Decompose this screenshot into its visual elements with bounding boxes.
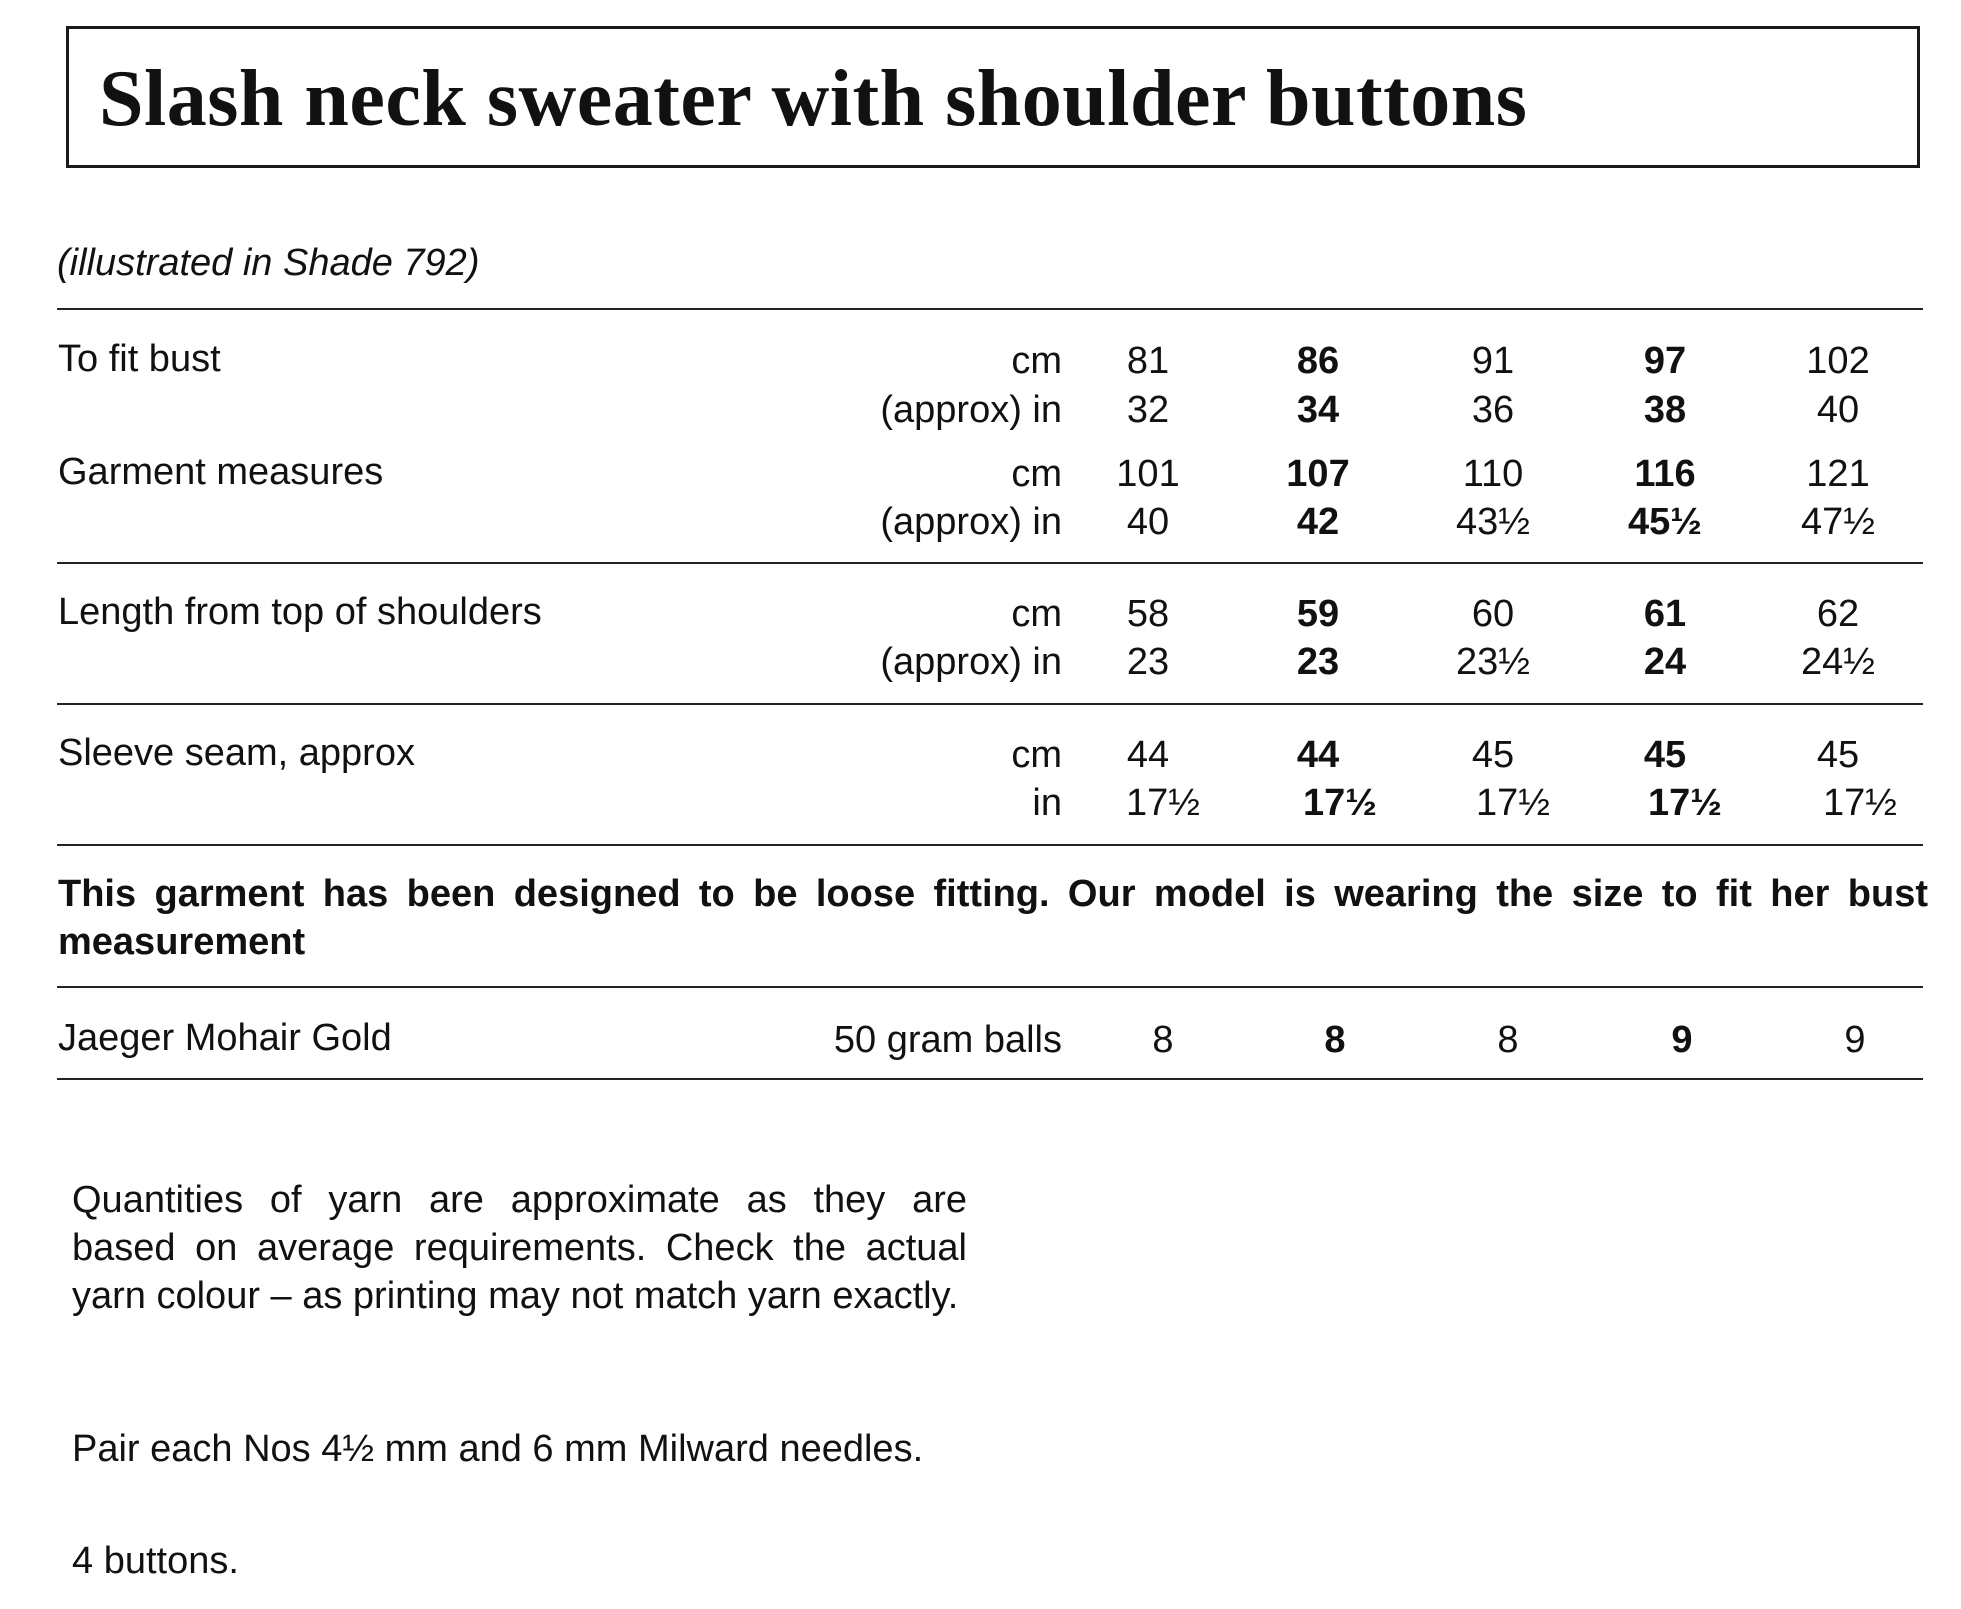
cell-value: 59 [1296, 593, 1340, 635]
cell-value: 23½ [1456, 641, 1530, 683]
cell-value: 9 [1844, 1019, 1866, 1061]
cell-value: 60 [1471, 593, 1515, 635]
cell-value: 9 [1671, 1019, 1693, 1061]
unit-cm: cm [1011, 593, 1062, 635]
cell-value: 45 [1816, 734, 1860, 776]
divider [57, 308, 1923, 310]
cell-value: 58 [1126, 593, 1170, 635]
cell-value: 107 [1286, 453, 1350, 495]
cell-value: 42 [1296, 501, 1340, 543]
cell-value: 36 [1471, 389, 1515, 431]
row-label: Sleeve seam, approx [58, 732, 415, 774]
cell-value: 45 [1643, 734, 1687, 776]
cell-value: 34 [1296, 389, 1340, 431]
cell-value: 17½ [1648, 782, 1722, 824]
yarn-unit: 50 gram balls [833, 1019, 1062, 1061]
cell-value: 110 [1462, 453, 1524, 495]
cell-value: 8 [1497, 1019, 1519, 1061]
cell-value: 121 [1806, 453, 1870, 495]
cell-value: 61 [1643, 593, 1687, 635]
cell-value: 44 [1126, 734, 1170, 776]
cell-value: 17½ [1823, 782, 1897, 824]
unit-cm: cm [1011, 453, 1062, 495]
yarn-label: Jaeger Mohair Gold [58, 1017, 392, 1059]
shade-note: (illustrated in Shade 792) [57, 242, 480, 284]
row-label: Length from top of shoulders [58, 591, 542, 633]
unit-in: (approx) in [880, 641, 1062, 683]
cell-value: 91 [1471, 340, 1515, 382]
cell-value: 43½ [1456, 501, 1530, 543]
title-box [66, 26, 1920, 168]
row-label: Garment measures [58, 451, 384, 493]
cell-value: 23 [1296, 641, 1340, 683]
cell-value: 44 [1296, 734, 1340, 776]
cell-value: 81 [1126, 340, 1170, 382]
cell-value: 8 [1324, 1019, 1346, 1061]
divider [57, 986, 1923, 988]
row-label: To fit bust [58, 338, 221, 380]
cell-value: 23 [1126, 641, 1170, 683]
cell-value: 17½ [1303, 782, 1377, 824]
needles-note: Pair each Nos 4½ mm and 6 mm Milward needles. [72, 1428, 924, 1470]
page-title: Slash neck sweater with shoulder buttons [99, 55, 1528, 143]
cell-value: 47½ [1801, 501, 1875, 543]
cell-value: 8 [1152, 1019, 1174, 1061]
cell-value: 116 [1634, 453, 1696, 495]
unit-cm: cm [1011, 340, 1062, 382]
cell-value: 24½ [1801, 641, 1875, 683]
cell-value: 97 [1643, 340, 1687, 382]
cell-value: 102 [1806, 340, 1870, 382]
cell-value: 62 [1816, 593, 1860, 635]
unit-in: in [1032, 782, 1062, 824]
divider [57, 703, 1923, 705]
unit-cm: cm [1011, 734, 1062, 776]
cell-value: 45 [1471, 734, 1515, 776]
cell-value: 17½ [1126, 782, 1200, 824]
buttons-note: 4 buttons. [72, 1540, 239, 1582]
cell-value: 86 [1296, 340, 1340, 382]
cell-value: 38 [1643, 389, 1687, 431]
cell-value: 45½ [1628, 501, 1702, 543]
unit-in: (approx) in [880, 501, 1062, 543]
cell-value: 17½ [1476, 782, 1550, 824]
cell-value: 40 [1126, 501, 1170, 543]
divider [57, 562, 1923, 564]
divider [57, 1078, 1923, 1080]
cell-value: 101 [1116, 453, 1180, 495]
divider [57, 844, 1923, 846]
fit-note: This garment has been designed to be loose fitting. Our model is wearing the size to fit her bust measurement [58, 873, 1928, 963]
cell-value: 32 [1126, 389, 1170, 431]
cell-value: 40 [1816, 389, 1860, 431]
unit-in: (approx) in [880, 389, 1062, 431]
cell-value: 24 [1643, 641, 1687, 683]
quantities-note: Quantities of yarn are approximate as they are based on average requirements. Check the actual yarn colour – as printing may not match yarn exactly. [72, 1179, 967, 1317]
